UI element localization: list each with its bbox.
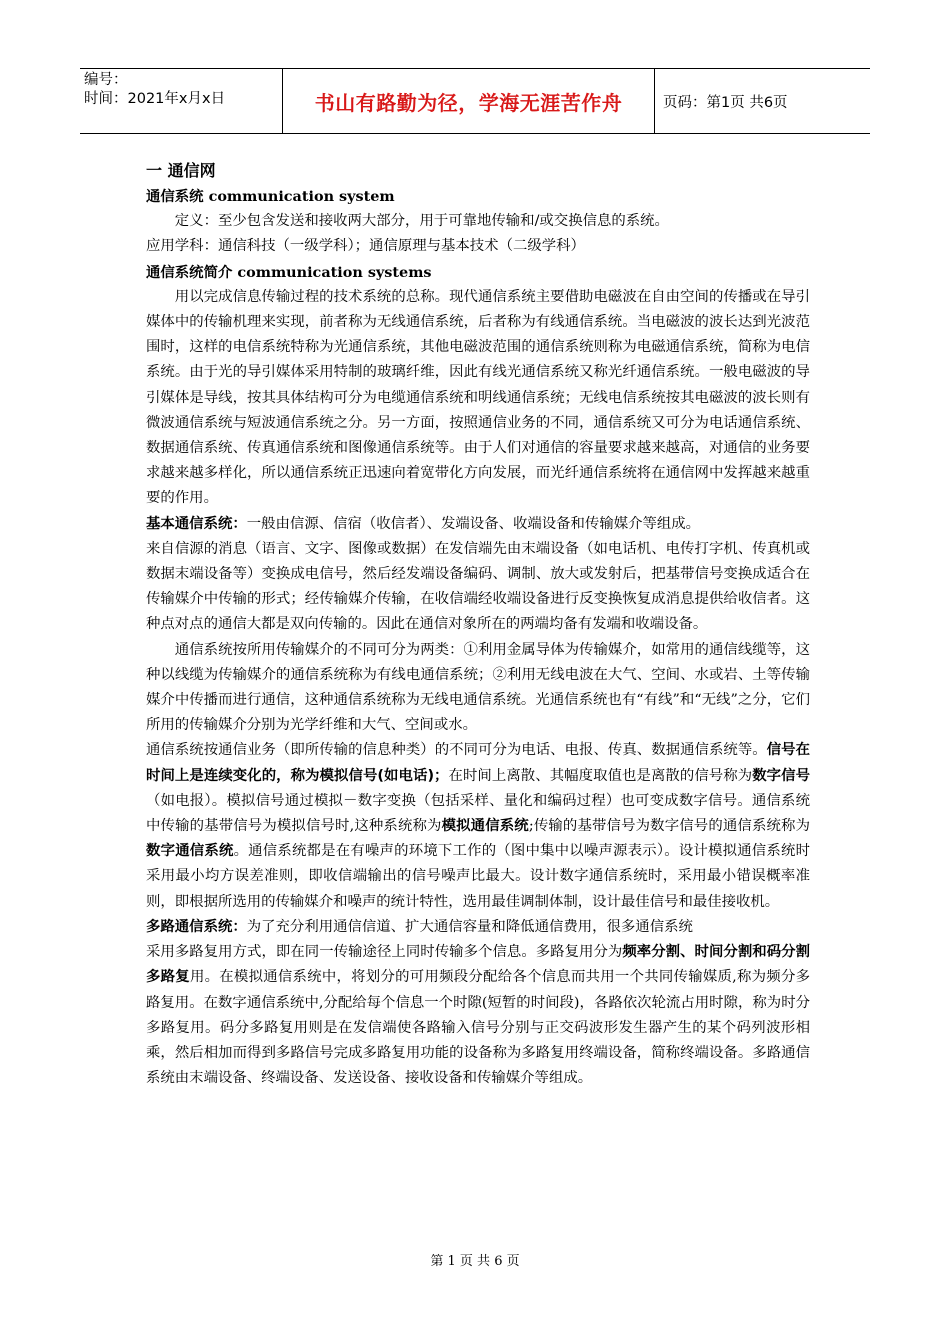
signal-bold-analog-system: 模拟通信系统 [441, 818, 529, 835]
header-table [80, 68, 870, 134]
definition-paragraph: 定义：至少包含发送和接收两大部分，用于可靠地传输和/或交换信息的系统。 [174, 213, 669, 230]
signal-text-a: 通信系统按通信业务（即所传输的信息种类）的不同可分为电话、电报、传真、数据通信系统等。 [146, 742, 767, 759]
multiplex-label: 多路通信系统： [146, 918, 247, 935]
document-body [146, 158, 810, 1091]
multiplex-text-a: 采用多路复用方式，即在同一传输途径上同时传输多个信息。多路复用分为 [146, 944, 623, 961]
multiplex-text-c: 用。在模拟通信系统中，将划分的可用频段分配给各个信息而共用一个共同传输媒质,称为频分多路复用。在数字通信系统中,分配给每个信息一个时隙(短暂的时间段)，各路依次轮流占用时隙，称为时分多路复用。码分多路复用则是在发信端使各路输入信号分别与正交码波形发生器产生的某个码列波形相乘，然后相加而得到多路信号完成多路复用功能的设备称为多路复用终端设备，简称终端设备。多路通信系统由末端设备、终端设备、发送设备、接收设备和传输媒介等组成。 [146, 969, 810, 1087]
doc-number-label: 编号： [84, 72, 128, 88]
media-paragraph: 通信系统按所用传输媒介的不同可分为两类：①利用金属导体为传输媒介，如常用的通信线缆等，这种以线缆为传输媒介的通信系统称为有线电通信系统；②利用无线电波在大气、空间、水或岩、土等传输媒介中传播而进行通信，这种通信系统称为无线电通信系统。光通信系统也有“有线”和“无线”之分，它们所用的传输媒介分别为光学纤维和大气、空间或水。 [146, 641, 810, 734]
intro-paragraph: 用以完成信息传输过程的技术系统的总称。现代通信系统主要借助电磁波在自由空间的传播或在导引媒体中的传输机理来实现，前者称为无线通信系统，后者称为有线通信系统。当电磁波的波长达到光波范围时，这样的电信系统特称为光通信系统，其他电磁波范围的通信系统则称为电磁通信系统，简称为电信系统。由于光的导引媒体采用特制的玻璃纤维，因此有线光通信系统又称光纤通信系统。一般电磁波的导引媒体是导线，按其具体结构可分为电缆通信系统和明线通信系统；无线电信系统按其电磁波的波长则有微波通信系统与短波通信系统之分。另一方面，按照通信业务的不同，通信系统又可分为电话通信系统、数据通信系统、传真通信系统和图像通信系统等。由于人们对通信的容量要求越来越高，对通信的业务要求越来越多样化，所以通信系统正迅速向着宽带化方向发展，而光纤通信系统将在通信网中发挥越来越重要的作用。 [146, 288, 810, 507]
basic-system-label: 基本通信系统： [146, 515, 247, 532]
basic-detail-paragraph: 来自信源的消息（语言、文字、图像或数据）在发信端先由末端设备（如电话机、电传打字机、传真机或数据末端设备等）变换成电信号，然后经发端设备编码、调制、放大或发射后，把基带信号变换成适合在传输媒介中传输的形式；经传输媒介传输，在收信端经收端设备进行反变换恢复成消息提供给收信者。这种点对点的通信大都是双向传输的。因此在通信对象所在的两端均备有发端和收端设备。 [146, 540, 810, 633]
signal-bold-analog: 信号在时间上是连续变化的，称为模拟信号(如电话)； [146, 742, 810, 784]
signal-bold-digital: 数字信号 [752, 767, 810, 784]
signal-bold-digital-system: 数字通信系统 [146, 843, 234, 860]
subsection-heading-1: 通信系统 communication system [146, 188, 395, 205]
header-meta [80, 69, 283, 133]
signal-text-e: （如电报）。模拟信号通过模拟－数字变换（包括采样、量化和编码过程）也可变成数字信号。通信系统中传输的基带信号为模拟信号时,这种系统称为 [146, 792, 810, 835]
header-page-number: 页码：第1页 共6页 [663, 94, 788, 111]
multiplex-bold-types: 频率分割、时间分割和码分割多路复 [146, 944, 810, 986]
signal-text-i: 。通信系统都是在有噪声的环境下工作的（图中集中以噪声源表示）。设计模拟通信系统时采用最小均方误差准则，即收信端输出的信号噪声比最大。设计数字通信系统时，采用最小错误概率准则，即根据所选用的传输媒介和噪声的统计特性，选用最佳调制体制，设计最佳信号和最佳接收机。 [146, 843, 810, 910]
signal-paragraph [146, 738, 810, 914]
subjects-paragraph: 应用学科：通信科技（一级学科）；通信原理与基本技术（二级学科） [146, 238, 585, 255]
multiplex-text: 为了充分利用通信信道、扩大通信容量和降低通信费用，很多通信系统 [246, 918, 693, 935]
multiplex-paragraph [146, 940, 810, 1091]
signal-text-c: 在时间上离散、其幅度取值也是离散的信号称为 [448, 767, 753, 784]
signal-text-g: ;传输的基带信号为数字信号的通信系统称为 [528, 818, 810, 835]
doc-date-label: 时间：2021年x月x日 [84, 91, 226, 107]
basic-system-paragraph [146, 512, 810, 537]
basic-system-text: 一般由信源、信宿（收信者）、发端设备、收端设备和传输媒介等组成。 [246, 515, 701, 532]
page-footer: 第 1 页 共 6 页 [430, 1254, 520, 1269]
multiplex-intro-paragraph [146, 915, 810, 940]
subsection-heading-2: 通信系统简介 communication systems [146, 263, 432, 281]
section-title: 一 通信网 [146, 161, 216, 180]
header-motto: 书山有路勤为径，学海无涯苦作舟 [283, 69, 655, 133]
